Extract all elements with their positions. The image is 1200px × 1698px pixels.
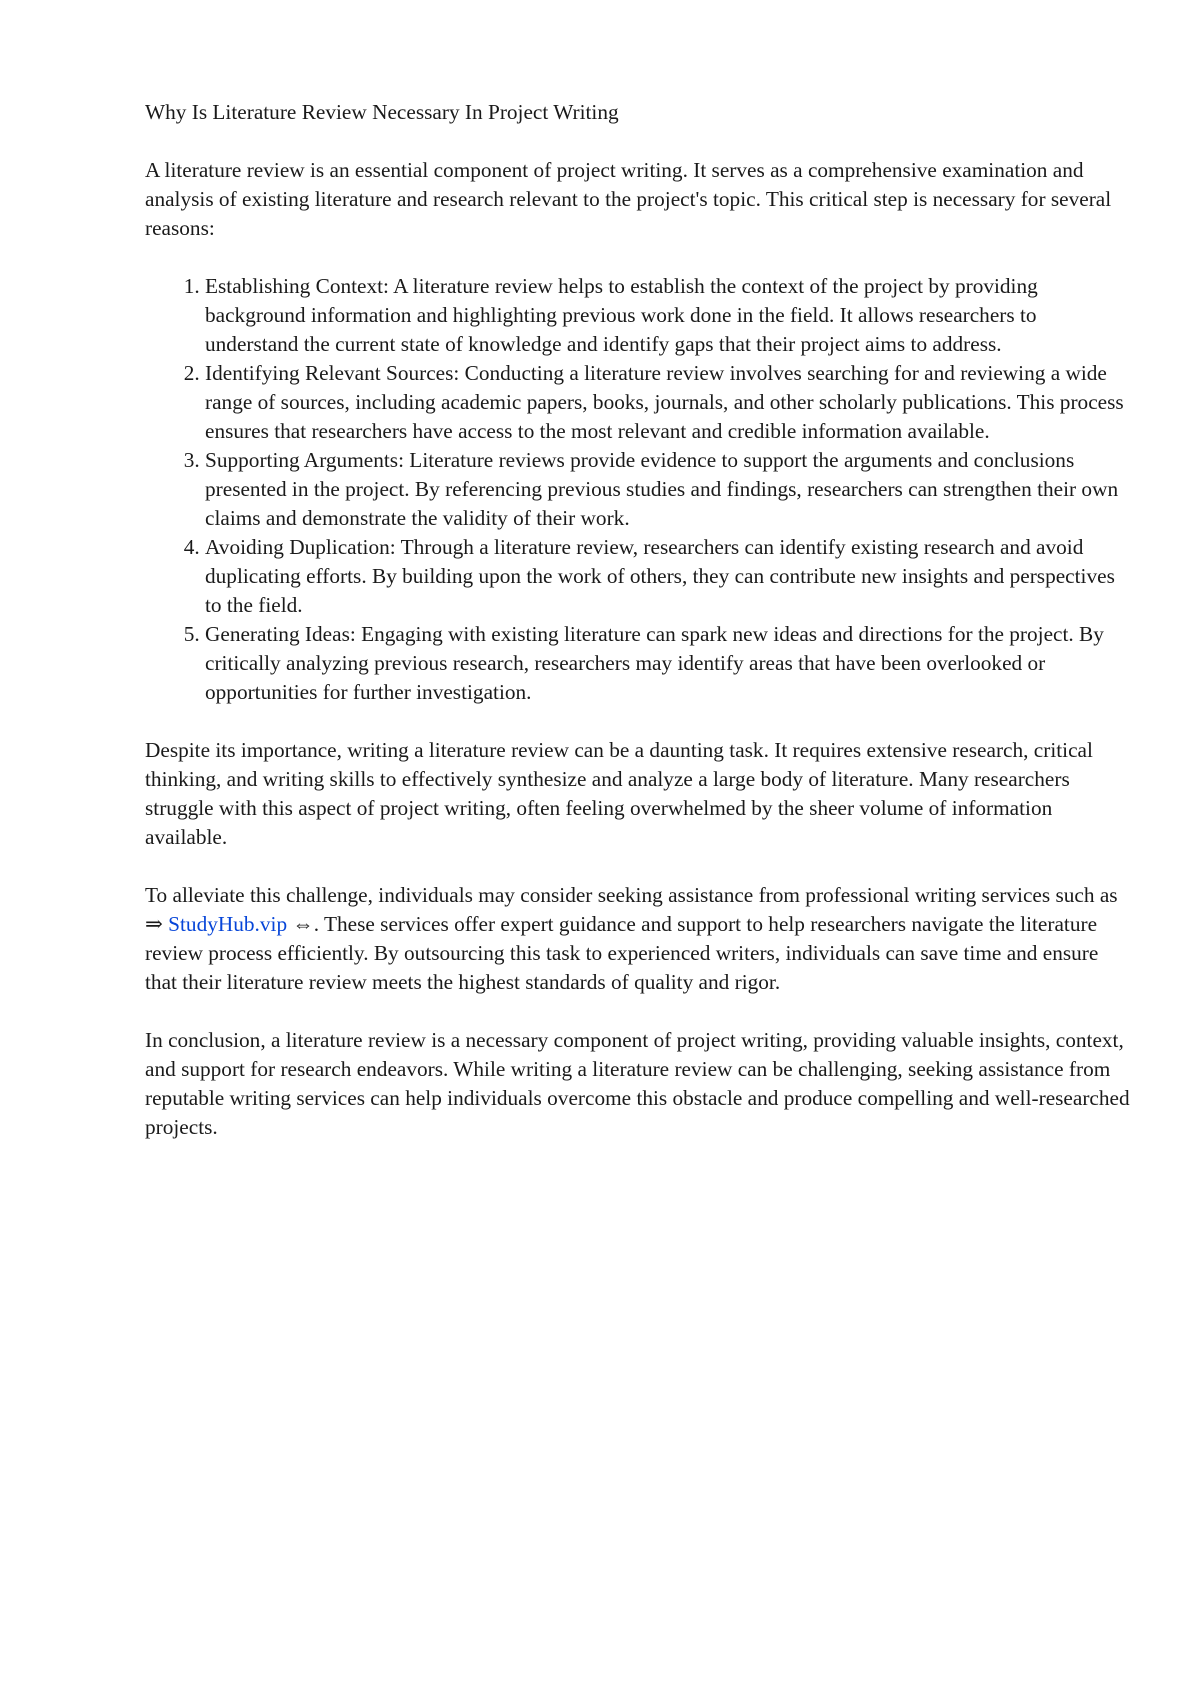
list-item: 1. Establishing Context: A literature review helps to establish the context of the project by providing background information and highlighting previous work done in the field. It allows researchers to understand the current state of knowledge and identify gaps that their project aims to address. <box>205 272 1135 359</box>
conclusion-paragraph: In conclusion, a literature review is a necessary component of project writing, providing valuable insights, context, and support for research endeavors. While writing a literature review can be challenging, seeking assistance from reputable writing services can help individuals overcome this obstacle and produce compelling and well-researched projects. <box>145 1028 1130 1139</box>
assistance-text-before: To alleviate this challenge, individuals may consider seeking assistance from professional writing services such as ⇒ <box>145 883 1118 936</box>
list-item: 2. Identifying Relevant Sources: Conducting a literature review involves searching for and reviewing a wide range of sources, including academic papers, books, journals, and other scholarly publications. This process ensures that researchers have access to the most relevant and credible information available. <box>205 359 1135 446</box>
assistance-text-after: ⇔. These services offer expert guidance and support to help researchers navigate the literature review process efficiently. By outsourcing this task to experienced writers, individuals can save time and ensure that their literature review meets the highest standards of quality and rigor. <box>145 912 1099 994</box>
list-item: 4. Avoiding Duplication: Through a literature review, researchers can identify existing research and avoid duplicating efforts. By building upon the work of others, they can contribute new insights and perspectives to the field. <box>205 533 1135 620</box>
reasons-list <box>145 272 1135 707</box>
list-item: 3. Supporting Arguments: Literature reviews provide evidence to support the arguments and conclusions presented in the project. By referencing previous studies and findings, researchers can strengthen their own claims and demonstrate the validity of their work. <box>205 446 1135 533</box>
document-title: Why Is Literature Review Necessary In Project Writing <box>145 100 619 124</box>
document-page <box>145 98 1135 1171</box>
list-item: 5. Generating Ideas: Engaging with existing literature can spark new ideas and directions for the project. By critically analyzing previous research, researchers may identify areas that have been overlooked or opportunities for further investigation. <box>205 620 1135 707</box>
studyhub-link[interactable]: StudyHub.vip <box>168 912 288 936</box>
challenge-paragraph: Despite its importance, writing a literature review can be a daunting task. It requires extensive research, critical thinking, and writing skills to effectively synthesize and analyze a large body of literature. Many researchers struggle with this aspect of project writing, often feeling overwhelmed by the sheer volume of information available. <box>145 738 1093 849</box>
assistance-paragraph <box>145 881 1135 997</box>
intro-paragraph: A literature review is an essential component of project writing. It serves as a comprehensive examination and analysis of existing literature and research relevant to the project's topic. This critical step is necessary for several reasons: <box>145 158 1112 240</box>
